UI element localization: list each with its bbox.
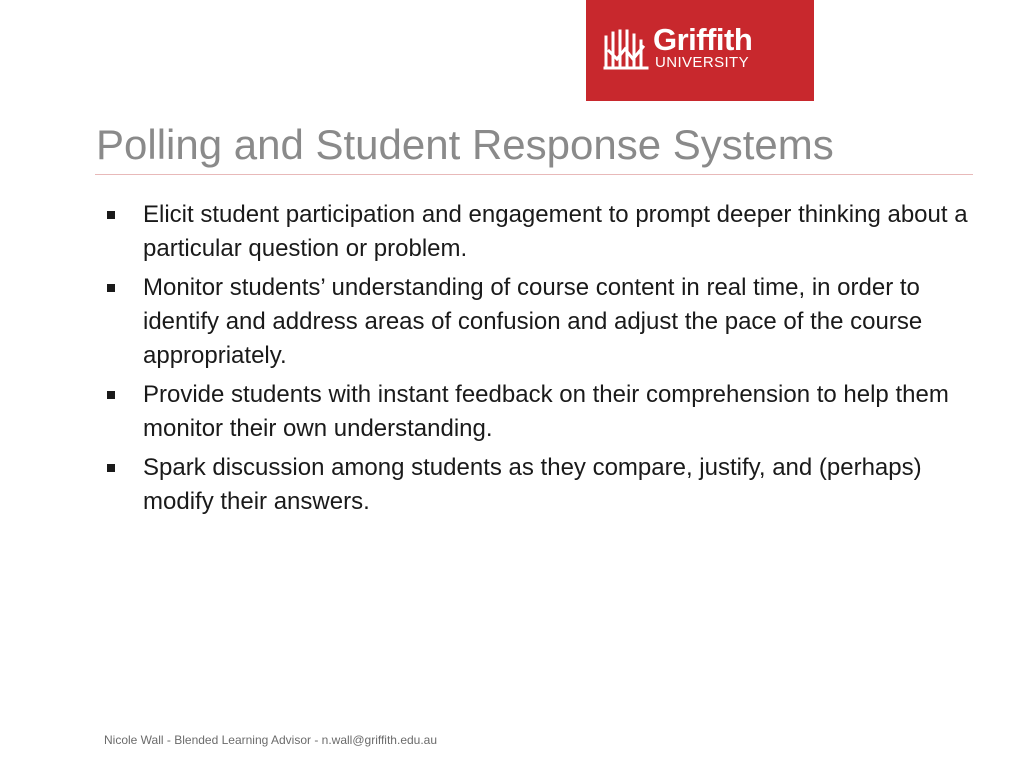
bullet-item [102,271,982,373]
bullet-list [102,198,982,524]
slide-title: Polling and Student Response Systems [96,121,834,168]
bullet-item [102,378,982,446]
title-divider [95,174,973,175]
bullet-item [102,451,982,519]
square-bullet-icon [107,464,115,472]
logo-wordmark: Griffith [653,22,753,57]
bullet-text: Provide students with instant feedback on their comprehension to help them monitor their own understanding. [143,381,949,442]
square-bullet-icon [107,211,115,219]
bullet-item [102,198,982,266]
square-bullet-icon [107,284,115,292]
griffith-crest-icon [603,29,649,71]
logo-subtitle: UNIVERSITY [655,54,750,71]
footer-text: Nicole Wall - Blended Learning Advisor - n.wall@griffith.edu.au [104,733,438,747]
bullet-text: Spark discussion among students as they compare, justify, and (perhaps) modify their answers. [143,454,922,515]
university-logo [586,0,814,101]
bullet-text: Elicit student participation and engagement to prompt deeper thinking about a particular question or problem. [143,201,968,262]
bullet-text: Monitor students’ understanding of course content in real time, in order to identify and address areas of confusion and adjust the pace of the course appropriately. [143,274,923,369]
square-bullet-icon [107,391,115,399]
